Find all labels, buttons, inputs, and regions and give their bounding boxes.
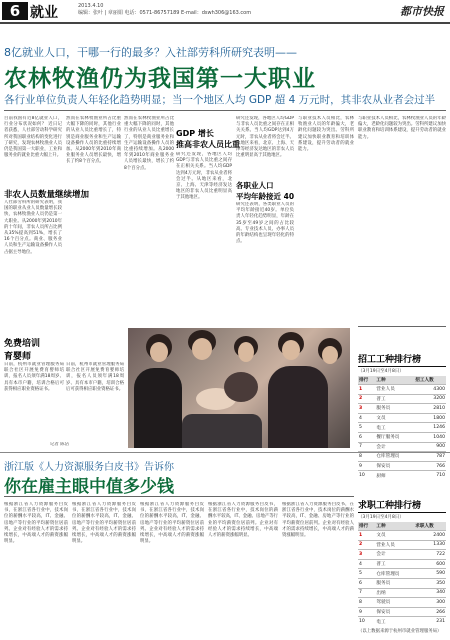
ad-col1: 根据浙江省人力资源服务白皮书，在浙江省各行业中，技术岗位的薪酬水平较高，IT、金融、房地产等行业的平均薪资位居前列。企业对有经验人才的需求持续增长，中高端人才的薪资涨幅明显。 [4,502,68,545]
table-cell-rank: 7 [358,442,375,452]
col4-heading-line2: 平均年龄接近 40 [236,192,295,201]
table-row [358,432,446,442]
table-cell-rank: 5 [358,569,375,579]
hiring-rank-box [358,352,446,480]
table-row [358,452,446,462]
table-row [358,461,446,471]
table-cell-count: 4300 [414,385,446,395]
hiring-rank-table [358,376,446,480]
rank-footnote: （以上数据来源于杭州市就业管理服务局） [358,628,442,634]
table-cell-job: 服务员 [375,404,414,414]
col4-heading-line1: 各职业人口 [236,181,274,190]
col-header-count: 求职人数 [414,522,446,531]
story-headline: 农林牧渔仍为我国第一大职业 [4,66,316,92]
table-cell-rank: 10 [358,617,375,626]
jobseek-rank-note: （3月19日至4月8日） [358,515,404,520]
table-row [358,559,446,569]
table-cell-job: 驾驶员 [375,598,414,608]
training-heading-line1: 免费培训 [4,339,41,349]
table-cell-job: 仓库管理员 [375,452,414,462]
header-contact: 编辑：张叶 | 章丽娟 电话：0571-86757189 E-mail：dswh306@163.com [78,10,252,16]
table-cell-rank: 10 [358,471,375,480]
table-cell-job: 营业人员 [375,540,414,550]
table-cell-rank: 3 [358,404,375,414]
col4-body: 研究还表明，各类职业人员的平均年龄接近40岁。单位负责人年轻化趋势明显，年龄在35岁至49岁之间的占比较高。专业技术人员、办事人员的年龄结构也呈现年轻化的特点。 [236,202,294,245]
table-cell-job: 服务员 [375,578,414,588]
table-cell-count: 600 [414,559,446,569]
ad-col5: 根据浙江省人力资源服务白皮书，在浙江省各行业中，技术岗位的薪酬水平较高，IT、金融、房地产等行业的平均薪资位居前列。企业对有经验人才的需求持续增长，中高端人才的薪资涨幅明显。 [282,502,354,539]
col1-intro: 目前我国有近8亿就业人口，行业分布状况如何？ 近日记者获悉，人社部劳动科学研究所对我国职业结构的变化进行了研究，发现农林牧渔业人员仍是我国第一大职业，工业和服务业的就业比重大幅上升。 [4,116,62,159]
ad-col2: 根据浙江省人力资源服务白皮书，在浙江省各行业中，技术岗位的薪酬水平较高，IT、金融、房地产等行业的平均薪资位居前列。企业对有经验人才的需求持续增长，中高端人才的薪资涨幅明显。 [72,502,136,545]
table-cell-job: 出纳 [375,588,414,598]
story-subhead: 各行业单位负责人年轻化趋势明显；当一个地区人均 GDP 超 4 万元时，其非农从业者会过半 [4,94,436,106]
table-cell-count: 710 [414,471,446,480]
training-body: 日前，杭州市就业管理服务局联合社区开展免费育婴师培训，报名人员须年满18周岁、具有本市户籍，培训合格后可获得相应职业资格证书。 [4,362,64,392]
col-header-rank: 排行 [358,522,375,531]
table-cell-rank: 4 [358,559,375,569]
table-cell-rank: 9 [358,607,375,617]
table-cell-job: 营业人员 [375,385,414,395]
table-cell-count: 350 [414,578,446,588]
col-header-rank: 排行 [358,376,375,385]
table-cell-rank: 6 [358,578,375,588]
table-cell-count: 787 [414,452,446,462]
table-cell-job: 仓库管理员 [375,569,414,579]
table-cell-rank: 1 [358,385,375,395]
table-row [358,413,446,423]
ad-headline: 你在雇主眼中值多少钱 [4,477,174,497]
table-cell-rank: 3 [358,550,375,560]
jobseek-rank-title: 求职工种排行榜 [358,498,446,513]
training-author: 记者 陈洁 [50,442,69,447]
table-row [358,588,446,598]
col4-intro: 研究还发现，各地区人均GDP与非农人员比重之间存在正相关关系。当人均GDP达到4万元时，非农从业者将会过半。从地区来看，北京、上海、天津等经济发达地区的非农人员比重明显高于其他地区。 [236,116,294,159]
table-row [358,404,446,414]
col1-heading: 非农人员数量继续增加 [4,190,90,200]
table-row [358,578,446,588]
col-header-job: 工种 [375,376,414,385]
table-cell-rank: 7 [358,588,375,598]
col2b-body: 然而在农林牧渔业所占比重大幅下降的同时，其他行业的从业人员比重增长了，特别是商业服务业和生产运输设备操作人员的比重持续增加。从2000年到2010年商业服务业人员增长最快，增长了约8个百分点。 [124,116,174,171]
section-name: 就业 [30,5,58,21]
table-cell-count: 1040 [414,432,446,442]
col4-heading [236,180,294,202]
hiring-rank-title: 招工工种排行榜 [358,352,446,367]
table-cell-count: 2810 [414,404,446,414]
table-row [358,394,446,404]
ad-col3: 根据浙江省人力资源服务白皮书，在浙江省各行业中，技术岗位的薪酬水平较高，IT、金融、房地产等行业的平均薪资位居前列。企业对有经验人才的需求持续增长，中高端人才的薪资涨幅明显。 [140,502,204,545]
training-body-2: 日前，杭州市就业管理服务局联合社区开展免费育婴师培训，报名人员须年满18周岁、具有本市户籍，培训合格后可获得相应职业资格证书。 [66,362,124,392]
table-cell-rank: 2 [358,394,375,404]
table-row [358,442,446,452]
col5-body: 与职业技术人员相比，农林牧渔业人员的年龄偏大，老龄化问题较为突出。劳科所建议加快职业教育和培训体系建设，提升劳动者的就业能力。 [298,116,354,153]
table-cell-job: 保安员 [375,461,414,471]
table-cell-job: 会计 [375,442,414,452]
table-cell-job: 普工 [375,394,414,404]
table-cell-rank: 1 [358,531,375,541]
story-kicker: 8亿就业人口，干哪一行的最多？入社部劳科所研究表明—— [4,46,297,59]
table-row [358,471,446,480]
newspaper-logo: 都市快报 [400,5,444,18]
table-cell-rank: 4 [358,413,375,423]
table-cell-job: 会计 [375,550,414,560]
table-cell-job: 电工 [375,617,414,626]
news-photo [128,328,350,448]
table-cell-count: 1330 [414,540,446,550]
table-row [358,617,446,626]
jobseek-rank-box [358,498,446,635]
table-row [358,423,446,433]
table-cell-count: 1800 [414,413,446,423]
table-cell-count: 2400 [414,531,446,541]
col-header-count: 招工人数 [414,376,446,385]
col-header-job: 工种 [375,522,414,531]
table-cell-rank: 5 [358,423,375,433]
divider [4,110,446,111]
table-cell-job: 电工 [375,423,414,433]
training-heading [4,336,40,362]
table-cell-count: 1246 [414,423,446,433]
table-cell-rank: 2 [358,540,375,550]
table-row [358,598,446,608]
table-cell-job: 文员 [375,413,414,423]
table-cell-count: 900 [414,442,446,452]
col3-body: 研究还发现，各地区人均GDP与非农人员比重之间存在正相关关系。当人均GDP达到4万元时，非农从业者将会过半。从地区来看，北京、上海、天津等经济发达地区的非农人员比重明显高于其他地区。 [176,152,232,201]
table-cell-rank: 6 [358,432,375,442]
table-cell-job: 保安员 [375,607,414,617]
gdp-heading-line1: GDP 增长 [176,129,214,138]
header-date: 2013.4.10 [78,3,104,9]
table-cell-rank: 8 [358,452,375,462]
table-cell-count: 590 [414,569,446,579]
table-cell-count: 266 [414,607,446,617]
table-cell-count: 231 [414,617,446,626]
ad-kicker: 浙江版《人力资源服务白皮书》告诉你 [4,462,174,473]
page-number: 6 [2,2,28,20]
table-row [358,385,446,395]
table-row [358,550,446,560]
hiring-rank-note: （3月19日至4月8日） [358,369,404,374]
table-cell-rank: 9 [358,461,375,471]
col2-body: 然而在农林牧渔业所占比重大幅下降的同时，其他行业的从业人员比重增长了，特别是商业服务业和生产运输设备操作人员的比重持续增加。从2000年到2010年商业服务业人员增长最快，增长了约8个百分点。 [66,116,121,165]
gdp-heading [176,128,240,150]
ad-col4: 根据浙江省人力资源服务白皮书，在浙江省各行业中，技术岗位的薪酬水平较高，IT、金融、房地产等行业的平均薪资位居前列。企业对有经验人才的需求持续增长，中高端人才的薪资涨幅明显。 [208,502,278,539]
page-header [0,0,450,24]
col6-body: 与职业技术人员相比，农林牧渔业人员的年龄偏大，老龄化问题较为突出。劳科所建议加快职业教育和培训体系建设，提升劳动者的就业能力。 [358,116,446,140]
table-row [358,569,446,579]
table-cell-count: 340 [414,588,446,598]
table-row [358,607,446,617]
table-cell-count: 722 [414,550,446,560]
training-heading-line2: 育婴师 [4,352,32,362]
gdp-heading-line2: 推高非农人员比重 [176,140,240,149]
table-cell-rank: 8 [358,598,375,608]
table-cell-job: 文员 [375,531,414,541]
table-cell-job: 普工 [375,559,414,569]
divider [4,496,354,497]
jobseek-rank-table [358,522,446,626]
table-cell-count: 3200 [414,394,446,404]
table-cell-count: 766 [414,461,446,471]
table-row [358,531,446,541]
col1-body: 人社部劳科所的研究表明，我国的职业从业人员数量增长较快，农林牧渔业人员仍是第一大职业。从2000年到2010年的十年间，非农人员所占比例从35%提高到51%，增长了16个百分点。商业、服务业人员和生产运输设备操作人员占据主导地位。 [4,200,62,255]
table-cell-job: 餐厅服务员 [375,432,414,442]
table-row [358,540,446,550]
table-cell-job: 厨师 [375,471,414,480]
divider [358,326,446,327]
header-meta [78,3,251,17]
table-cell-count: 300 [414,598,446,608]
